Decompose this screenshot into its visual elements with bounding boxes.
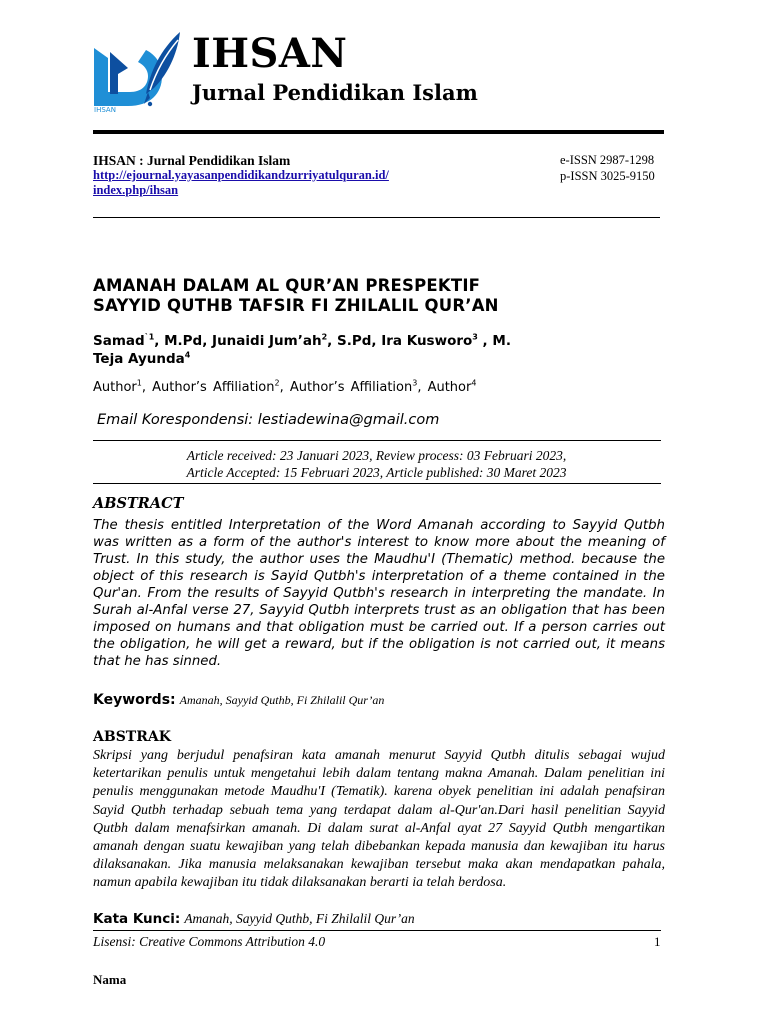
abstract-heading: ABSTRACT	[93, 495, 184, 512]
journal-info	[93, 153, 389, 198]
brand-title: IHSAN	[192, 30, 348, 77]
affiliation-list	[93, 380, 476, 395]
correspondence-email: Email Korespondensi: lestiadewina@gmail.com	[97, 412, 440, 428]
affiliation-sep: ,	[279, 380, 290, 395]
paper-title-line1: AMANAH DALAM AL QUR’AN PRESPEKTIF	[93, 276, 481, 295]
kata-kunci-row	[93, 908, 415, 927]
author-name: Junaidi Jum’ah	[212, 333, 322, 349]
affiliation-sep: ,	[141, 380, 153, 395]
author-name: Teja Ayunda	[93, 351, 185, 367]
next-page-label: Nama	[93, 972, 127, 987]
kata-kunci-value: Amanah, Sayyid Quthb, Fi Zhilalil Qur’an	[184, 911, 415, 926]
license-text: Lisensi: Creative Commons Attribution 4.0	[93, 934, 326, 949]
author-sup: `1	[144, 332, 155, 342]
logo-text: IHSAN	[94, 106, 116, 112]
affiliation: Author’s Affiliation	[152, 380, 275, 395]
author-sup: 2	[321, 332, 328, 342]
keywords-row	[93, 689, 384, 708]
author-sep: , M.Pd,	[154, 333, 213, 349]
journal-name: IHSAN : Jurnal Pendidikan Islam	[93, 153, 291, 168]
journal-url-line1: http://ejournal.yayasanpendidikandzurriyatulquran.id/	[93, 168, 389, 182]
author-sup: 3	[472, 332, 478, 342]
dates-bottom-divider	[93, 483, 661, 484]
affiliation-sup: 2	[274, 378, 280, 388]
journal-url-link[interactable]	[93, 168, 389, 198]
header-thin-divider	[93, 217, 660, 218]
paper-title-line2: SAYYID QUTHB TAFSIR FI ZHILALIL QUR’AN	[93, 296, 499, 315]
dates-line2: Article Accepted: 15 Februari 2023, Article published: 30 Maret 2023	[186, 465, 567, 480]
header-thick-divider	[93, 130, 664, 134]
footer-divider	[93, 930, 661, 931]
affiliation: Author	[93, 380, 137, 395]
brand-subtitle: Jurnal Pendidikan Islam	[192, 80, 478, 105]
affiliation-sup: 4	[471, 378, 477, 388]
affiliation: Author’s Affiliation	[289, 380, 413, 395]
author-sep: , M.	[477, 333, 511, 349]
abstrak-text: Skripsi yang berjudul penafsiran kata amanah menurut Sayyid Qutbh ditulis sebagai wujud ketertarikan penulis untuk mengetahui lebih dalam tentang makna Amanah. Dalam penelitian ini penulis menggunakan metode Maudhu'I (Tematik). karena obyek penelitian ini adalah penafsiran Sayid Qutbh terhadap sebuah tema yang terdapat dalam al-Qur'an.Dari hasil penelitian Sayyid Qutbh dalam menafsirkan amanah. Di dalam surat al-Anfal ayat 27 Sayyid Qutbh mengartikan amanah dengan suatu kewajiban yang telah dibebankan kepada manusia dan kewajiban itu harus dilaksanakan. Jika manusia melaksanakan kewajiban tersebut maka akan mendapatkan pahala, namun apabila kewajiban itu tidak dilaksanakan berarti ia telah berdosa.	[93, 748, 665, 891]
keywords-value: Amanah, Sayyid Quthb, Fi Zhilalil Qur’an	[179, 693, 385, 707]
affiliation-sep: ,	[417, 380, 428, 395]
eissn: e-ISSN 2987-1298	[560, 153, 655, 167]
kata-kunci-label: Kata Kunci:	[93, 911, 181, 927]
journal-logo-icon	[88, 28, 188, 112]
author-sup: 4	[184, 350, 191, 360]
author-name: Samad	[93, 333, 145, 349]
abstract-text: The thesis entitled Interpretation of the Word Amanah according to Sayyid Qutbh was written as a form of the author's interest to know more about the meaning of Trust. In this study, the author uses the Maudhu'I (Thematic) method. because the object of this research is Sayid Qutbh's interpretation of a theme contained in the Qur'an. From the results of Sayyid Qutbh's research in interpreting the mandate. In Surah al-Anfal verse 27, Sayyid Qutbh interprets trust as an obligation that has been imposed on humans and that obligation must be carried out. If a person carries out the obligation, he will get a reward, but if the obligation is not carried out, it means that he has sinned.	[93, 518, 665, 669]
issn-info	[560, 152, 655, 184]
keywords-label: Keywords:	[93, 692, 176, 708]
author-name: Ira Kusworo	[381, 333, 473, 349]
author-sep: , S.Pd,	[327, 333, 382, 349]
affiliation: Author	[427, 380, 472, 395]
paper-title	[93, 276, 653, 316]
pissn: p-ISSN 3025-9150	[560, 169, 655, 183]
article-dates	[93, 447, 660, 481]
dates-top-divider	[93, 440, 661, 441]
author-list	[93, 332, 613, 368]
journal-url-line2: index.php/ihsan	[93, 183, 179, 197]
abstrak-heading: ABSTRAK	[93, 729, 171, 745]
page-number: 1	[654, 934, 661, 949]
dates-line1: Article received: 23 Januari 2023, Review process: 03 Februari 2023,	[186, 448, 567, 463]
affiliation-sup: 1	[136, 378, 142, 388]
affiliation-sup: 3	[412, 378, 418, 388]
